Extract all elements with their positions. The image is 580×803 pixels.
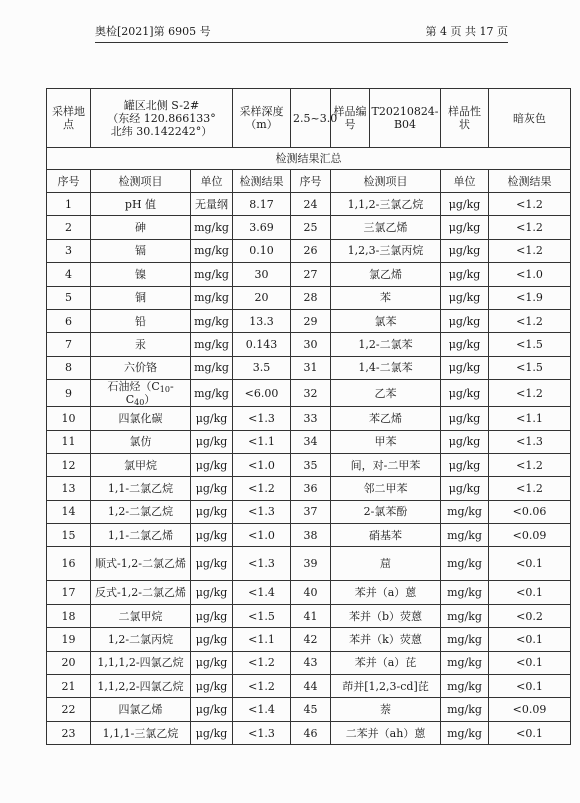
left-no-cell: 19 bbox=[47, 628, 91, 651]
right-unit-cell: mg/kg bbox=[441, 524, 489, 547]
right-unit-cell: mg/kg bbox=[441, 547, 489, 581]
left-no-cell: 23 bbox=[47, 721, 91, 744]
left-result-cell: 0.143 bbox=[233, 333, 291, 356]
right-item-cell: 甲苯 bbox=[331, 430, 441, 453]
left-result-cell: 0.10 bbox=[233, 239, 291, 262]
left-no-cell: 8 bbox=[47, 356, 91, 379]
left-result-cell: 30 bbox=[233, 263, 291, 286]
header-divider bbox=[95, 42, 508, 43]
table-row bbox=[47, 721, 571, 744]
right-result-cell: <0.09 bbox=[489, 698, 571, 721]
longitude: （东经 120.866133° bbox=[107, 111, 216, 125]
right-unit-cell: μg/kg bbox=[441, 239, 489, 262]
right-result-cell: <1.2 bbox=[489, 309, 571, 332]
right-item-cell: 苯并（a）芘 bbox=[331, 651, 441, 674]
left-no-cell: 16 bbox=[47, 547, 91, 581]
right-no-cell: 31 bbox=[291, 356, 331, 379]
left-result-cell: <1.3 bbox=[233, 500, 291, 523]
right-item-cell: 邻二甲苯 bbox=[331, 477, 441, 500]
summary-title-row bbox=[47, 148, 571, 170]
right-unit-cell: mg/kg bbox=[441, 675, 489, 698]
left-item-cell: 1,1,2,2-四氯乙烷 bbox=[91, 675, 191, 698]
left-result-cell: 20 bbox=[233, 286, 291, 309]
left-item-cell: 铅 bbox=[91, 309, 191, 332]
left-unit-cell: mg/kg bbox=[191, 380, 233, 407]
table-row bbox=[47, 581, 571, 604]
right-no-cell: 27 bbox=[291, 263, 331, 286]
left-item-cell: 汞 bbox=[91, 333, 191, 356]
right-result-cell: <1.2 bbox=[489, 453, 571, 476]
left-unit-cell: μg/kg bbox=[191, 581, 233, 604]
table-row bbox=[47, 500, 571, 523]
left-no-cell: 7 bbox=[47, 333, 91, 356]
table-row bbox=[47, 675, 571, 698]
table-row bbox=[47, 547, 571, 581]
left-item-cell: 氯仿 bbox=[91, 430, 191, 453]
col-item-left: 检测项目 bbox=[91, 170, 191, 193]
right-unit-cell: mg/kg bbox=[441, 604, 489, 627]
sample-no-value: T20210824-B04 bbox=[371, 105, 439, 131]
sample-nature-value: 暗灰色 bbox=[489, 89, 571, 148]
left-unit-cell: μg/kg bbox=[191, 477, 233, 500]
right-item-cell: 苯并（b）荧蒽 bbox=[331, 604, 441, 627]
right-no-cell: 25 bbox=[291, 216, 331, 239]
right-no-cell: 33 bbox=[291, 407, 331, 430]
right-unit-cell: mg/kg bbox=[441, 500, 489, 523]
right-unit-cell: mg/kg bbox=[441, 628, 489, 651]
right-item-cell: 1,4-二氯苯 bbox=[331, 356, 441, 379]
left-item-cell: 1,2-二氯丙烷 bbox=[91, 628, 191, 651]
left-result-cell: 3.69 bbox=[233, 216, 291, 239]
right-result-cell: <1.3 bbox=[489, 430, 571, 453]
col-no-left: 序号 bbox=[47, 170, 91, 193]
left-unit-cell: mg/kg bbox=[191, 263, 233, 286]
sample-no-label: 样品编号 bbox=[331, 89, 370, 147]
right-unit-cell: μg/kg bbox=[441, 216, 489, 239]
right-no-cell: 41 bbox=[291, 604, 331, 627]
right-result-cell: <0.06 bbox=[489, 500, 571, 523]
right-item-cell: 苯并（k）荧蒽 bbox=[331, 628, 441, 651]
left-result-cell: <1.2 bbox=[233, 651, 291, 674]
left-result-cell: <1.3 bbox=[233, 547, 291, 581]
left-item-cell: 二氯甲烷 bbox=[91, 604, 191, 627]
right-unit-cell: μg/kg bbox=[441, 286, 489, 309]
left-no-cell: 21 bbox=[47, 675, 91, 698]
right-no-cell: 43 bbox=[291, 651, 331, 674]
right-unit-cell: μg/kg bbox=[441, 453, 489, 476]
right-item-cell: 硝基苯 bbox=[331, 524, 441, 547]
left-item-cell: 六价铬 bbox=[91, 356, 191, 379]
sample-info-row bbox=[47, 89, 571, 148]
left-item-cell: pH 值 bbox=[91, 193, 191, 216]
left-no-cell: 1 bbox=[47, 193, 91, 216]
left-no-cell: 6 bbox=[47, 309, 91, 332]
left-unit-cell: μg/kg bbox=[191, 628, 233, 651]
right-item-cell: 䓛 bbox=[331, 547, 441, 581]
right-result-cell: <0.09 bbox=[489, 524, 571, 547]
left-item-cell: 反式-1,2-二氯乙烯 bbox=[91, 581, 191, 604]
right-no-cell: 35 bbox=[291, 453, 331, 476]
table-row bbox=[47, 356, 571, 379]
left-result-cell: <1.4 bbox=[233, 581, 291, 604]
right-item-cell: 2-氯苯酚 bbox=[331, 500, 441, 523]
right-unit-cell: mg/kg bbox=[441, 721, 489, 744]
left-item-cell: 铜 bbox=[91, 286, 191, 309]
table-row bbox=[47, 263, 571, 286]
right-unit-cell: μg/kg bbox=[441, 333, 489, 356]
right-unit-cell: μg/kg bbox=[441, 356, 489, 379]
left-item-cell: 砷 bbox=[91, 216, 191, 239]
right-result-cell: <0.1 bbox=[489, 675, 571, 698]
location-label: 采样地点 bbox=[47, 89, 91, 148]
right-result-cell: <1.5 bbox=[489, 356, 571, 379]
right-item-cell: 乙苯 bbox=[331, 380, 441, 407]
right-no-cell: 39 bbox=[291, 547, 331, 581]
left-result-cell: <1.0 bbox=[233, 524, 291, 547]
right-no-cell: 37 bbox=[291, 500, 331, 523]
right-unit-cell: μg/kg bbox=[441, 407, 489, 430]
left-item-cell: 1,1,1-三氯乙烷 bbox=[91, 721, 191, 744]
left-item-cell: 1,1,1,2-四氯乙烷 bbox=[91, 651, 191, 674]
right-unit-cell: μg/kg bbox=[441, 263, 489, 286]
table-row bbox=[47, 309, 571, 332]
right-item-cell: 氯苯 bbox=[331, 309, 441, 332]
table-row bbox=[47, 216, 571, 239]
left-result-cell: <1.4 bbox=[233, 698, 291, 721]
left-no-cell: 14 bbox=[47, 500, 91, 523]
right-no-cell: 24 bbox=[291, 193, 331, 216]
right-result-cell: <0.2 bbox=[489, 604, 571, 627]
left-result-cell: <1.5 bbox=[233, 604, 291, 627]
left-no-cell: 13 bbox=[47, 477, 91, 500]
right-no-cell: 32 bbox=[291, 380, 331, 407]
right-unit-cell: mg/kg bbox=[441, 651, 489, 674]
right-no-cell: 36 bbox=[291, 477, 331, 500]
right-result-cell: <1.2 bbox=[489, 193, 571, 216]
left-no-cell: 9 bbox=[47, 380, 91, 407]
left-no-cell: 20 bbox=[47, 651, 91, 674]
left-item-cell: 四氯乙烯 bbox=[91, 698, 191, 721]
left-result-cell: <1.3 bbox=[233, 407, 291, 430]
left-no-cell: 4 bbox=[47, 263, 91, 286]
left-item-cell: 四氯化碳 bbox=[91, 407, 191, 430]
right-item-cell: 1,2-二氯苯 bbox=[331, 333, 441, 356]
right-result-cell: <1.2 bbox=[489, 216, 571, 239]
right-no-cell: 28 bbox=[291, 286, 331, 309]
sample-cell bbox=[331, 89, 441, 148]
left-item-cell: 镍 bbox=[91, 263, 191, 286]
right-no-cell: 40 bbox=[291, 581, 331, 604]
left-no-cell: 15 bbox=[47, 524, 91, 547]
right-item-cell: 苯并（a）蒽 bbox=[331, 581, 441, 604]
right-item-cell: 氯乙烯 bbox=[331, 263, 441, 286]
right-result-cell: <1.2 bbox=[489, 239, 571, 262]
right-item-cell: 茚并[1,2,3-cd]芘 bbox=[331, 675, 441, 698]
location-name: 罐区北侧 S-2# bbox=[123, 98, 200, 112]
sample-nature-label: 样品性状 bbox=[441, 89, 489, 148]
left-unit-cell: mg/kg bbox=[191, 239, 233, 262]
right-item-cell: 二苯并（ah）蒽 bbox=[331, 721, 441, 744]
left-no-cell: 17 bbox=[47, 581, 91, 604]
right-result-cell: <1.1 bbox=[489, 407, 571, 430]
col-result-left: 检测结果 bbox=[233, 170, 291, 193]
column-header-row bbox=[47, 170, 571, 193]
col-unit-left: 单位 bbox=[191, 170, 233, 193]
left-unit-cell: μg/kg bbox=[191, 453, 233, 476]
left-unit-cell: mg/kg bbox=[191, 333, 233, 356]
table-row bbox=[47, 286, 571, 309]
right-result-cell: <0.1 bbox=[489, 581, 571, 604]
left-result-cell: <1.3 bbox=[233, 721, 291, 744]
right-result-cell: <0.1 bbox=[489, 721, 571, 744]
right-item-cell: 1,1,2-三氯乙烷 bbox=[331, 193, 441, 216]
latitude: 北纬 30.142242°） bbox=[110, 124, 213, 138]
table-row bbox=[47, 193, 571, 216]
right-result-cell: <0.1 bbox=[489, 651, 571, 674]
right-unit-cell: mg/kg bbox=[441, 581, 489, 604]
left-item-cell: 氯甲烷 bbox=[91, 453, 191, 476]
left-item-cell: 1,1-二氯乙烷 bbox=[91, 477, 191, 500]
right-result-cell: <1.2 bbox=[489, 380, 571, 407]
left-item-cell: 石油烃$(C_{10}-C_{40})$ bbox=[91, 380, 191, 407]
col-item-right: 检测项目 bbox=[331, 170, 441, 193]
table-row bbox=[47, 628, 571, 651]
right-result-cell: <0.1 bbox=[489, 547, 571, 581]
table-row bbox=[47, 651, 571, 674]
left-no-cell: 12 bbox=[47, 453, 91, 476]
left-result-cell: <1.2 bbox=[233, 675, 291, 698]
right-no-cell: 29 bbox=[291, 309, 331, 332]
right-unit-cell: μg/kg bbox=[441, 477, 489, 500]
left-no-cell: 22 bbox=[47, 698, 91, 721]
right-result-cell: <1.9 bbox=[489, 286, 571, 309]
left-no-cell: 3 bbox=[47, 239, 91, 262]
right-no-cell: 45 bbox=[291, 698, 331, 721]
left-unit-cell: μg/kg bbox=[191, 407, 233, 430]
right-unit-cell: μg/kg bbox=[441, 430, 489, 453]
left-no-cell: 18 bbox=[47, 604, 91, 627]
table-row bbox=[47, 453, 571, 476]
table-row bbox=[47, 333, 571, 356]
left-unit-cell: μg/kg bbox=[191, 500, 233, 523]
left-unit-cell: 无量纲 bbox=[191, 193, 233, 216]
left-unit-cell: μg/kg bbox=[191, 721, 233, 744]
left-result-cell: <6.00 bbox=[233, 380, 291, 407]
left-unit-cell: μg/kg bbox=[191, 604, 233, 627]
right-item-cell: 萘 bbox=[331, 698, 441, 721]
table-row bbox=[47, 380, 571, 407]
right-result-cell: <0.1 bbox=[489, 628, 571, 651]
right-unit-cell: μg/kg bbox=[441, 193, 489, 216]
right-no-cell: 44 bbox=[291, 675, 331, 698]
left-unit-cell: mg/kg bbox=[191, 286, 233, 309]
left-no-cell: 5 bbox=[47, 286, 91, 309]
left-unit-cell: μg/kg bbox=[191, 698, 233, 721]
right-item-cell: 苯乙烯 bbox=[331, 407, 441, 430]
left-unit-cell: μg/kg bbox=[191, 651, 233, 674]
right-no-cell: 30 bbox=[291, 333, 331, 356]
left-result-cell: 8.17 bbox=[233, 193, 291, 216]
table-row bbox=[47, 698, 571, 721]
right-no-cell: 26 bbox=[291, 239, 331, 262]
right-result-cell: <1.0 bbox=[489, 263, 571, 286]
left-unit-cell: μg/kg bbox=[191, 675, 233, 698]
table-row bbox=[47, 604, 571, 627]
right-item-cell: 苯 bbox=[331, 286, 441, 309]
left-result-cell: <1.0 bbox=[233, 453, 291, 476]
left-unit-cell: μg/kg bbox=[191, 430, 233, 453]
right-result-cell: <1.2 bbox=[489, 477, 571, 500]
right-unit-cell: mg/kg bbox=[441, 698, 489, 721]
right-item-cell: 间，对-二甲苯 bbox=[331, 453, 441, 476]
results-table bbox=[46, 88, 571, 745]
left-no-cell: 11 bbox=[47, 430, 91, 453]
depth-value: 2.5~3.0 bbox=[291, 89, 331, 148]
left-result-cell: <1.2 bbox=[233, 477, 291, 500]
left-item-cell: 1,1-二氯乙烯 bbox=[91, 524, 191, 547]
left-unit-cell: mg/kg bbox=[191, 356, 233, 379]
left-item-cell: 镉 bbox=[91, 239, 191, 262]
table-row bbox=[47, 524, 571, 547]
depth-label: 采样深度（m） bbox=[233, 89, 291, 148]
right-unit-cell: μg/kg bbox=[441, 309, 489, 332]
summary-title: 检测结果汇总 bbox=[47, 148, 571, 170]
table-row bbox=[47, 477, 571, 500]
left-unit-cell: mg/kg bbox=[191, 309, 233, 332]
report-number: 奥检[2021]第 6905 号 bbox=[95, 25, 211, 38]
right-no-cell: 34 bbox=[291, 430, 331, 453]
left-no-cell: 10 bbox=[47, 407, 91, 430]
left-result-cell: 13.3 bbox=[233, 309, 291, 332]
table-row bbox=[47, 430, 571, 453]
right-no-cell: 46 bbox=[291, 721, 331, 744]
col-no-right: 序号 bbox=[291, 170, 331, 193]
right-no-cell: 42 bbox=[291, 628, 331, 651]
left-no-cell: 2 bbox=[47, 216, 91, 239]
left-item-cell: 顺式-1,2-二氯乙烯 bbox=[91, 547, 191, 581]
right-item-cell: 三氯乙烯 bbox=[331, 216, 441, 239]
left-unit-cell: μg/kg bbox=[191, 524, 233, 547]
left-unit-cell: mg/kg bbox=[191, 216, 233, 239]
left-result-cell: <1.1 bbox=[233, 628, 291, 651]
page-indicator: 第 4 页 共 17 页 bbox=[425, 25, 508, 38]
left-item-cell: 1,2-二氯乙烷 bbox=[91, 500, 191, 523]
right-item-cell: 1,2,3-三氯丙烷 bbox=[331, 239, 441, 262]
table-row bbox=[47, 407, 571, 430]
col-result-right: 检测结果 bbox=[489, 170, 571, 193]
right-no-cell: 38 bbox=[291, 524, 331, 547]
right-unit-cell: μg/kg bbox=[441, 380, 489, 407]
left-result-cell: 3.5 bbox=[233, 356, 291, 379]
right-result-cell: <1.5 bbox=[489, 333, 571, 356]
left-result-cell: <1.1 bbox=[233, 430, 291, 453]
col-unit-right: 单位 bbox=[441, 170, 489, 193]
left-unit-cell: μg/kg bbox=[191, 547, 233, 581]
table-row bbox=[47, 239, 571, 262]
location-cell bbox=[91, 89, 233, 148]
